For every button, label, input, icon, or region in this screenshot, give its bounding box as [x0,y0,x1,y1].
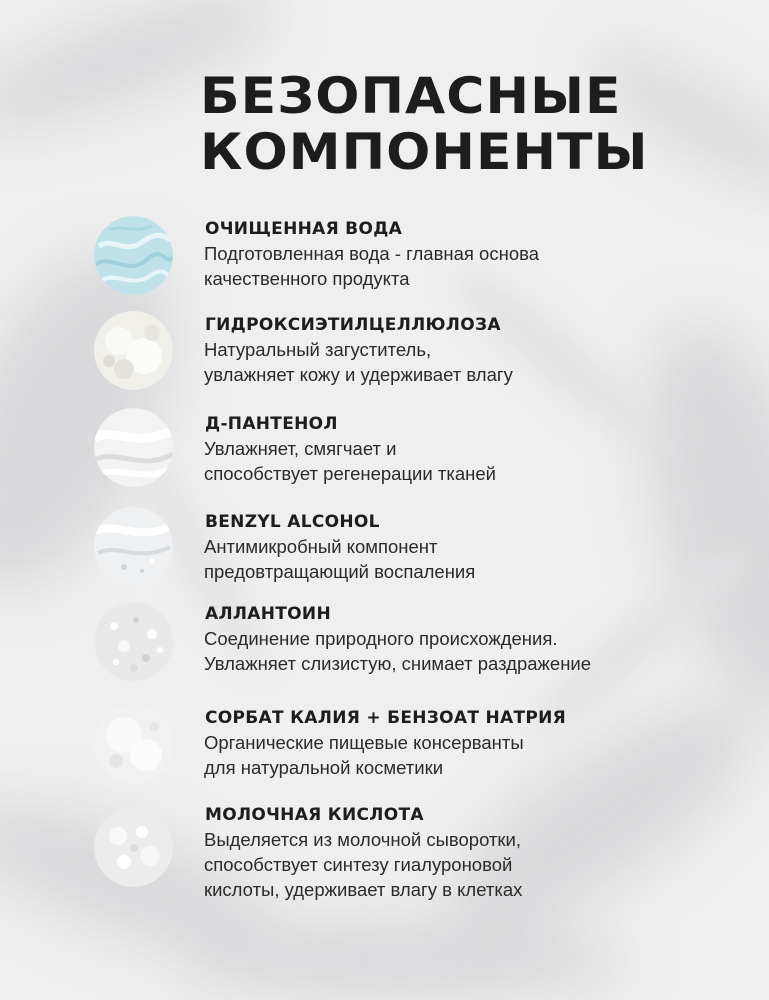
description-line: предовтращающий воспаления [204,561,476,582]
ingredient-name: Д-ПАНТЕНОЛ [205,414,338,434]
ingredient-description [204,827,522,902]
description-line: увлажняет кожу и удерживает влагу [204,364,513,385]
description-line: способствует синтезу гиалуроновой [204,854,513,875]
description-line: для натуральной косметики [204,757,444,778]
ingredient-name: СОРБАТ КАЛИЯ + БЕНЗОАТ НАТРИЯ [205,708,567,728]
description-line: Увлажняет, смягчает и [204,438,397,459]
ingredient-description [204,534,475,584]
description-line: Увлажняет слизистую, снимает раздражение [204,653,592,674]
ingredient-description [204,337,513,387]
description-line: Выделяется из молочной сыворотки, [204,829,521,850]
clear-liquid-swatch-icon [94,808,173,887]
description-line: качественного продукта [204,268,410,289]
ingredient-description [204,730,524,780]
page-title [200,67,649,181]
title-line-1: БЕЗОПАСНЫЕ [200,67,622,125]
ingredient-name: ОЧИЩЕННАЯ ВОДА [205,219,403,239]
description-line: Соединение природного происхождения. [204,628,558,649]
crystal-powder-swatch-icon [94,602,173,681]
ingredient-description [204,626,591,676]
ingredient-description [204,241,539,291]
title-line-2: КОМПОНЕНТЫ [200,123,649,181]
blue-gel-swatch-icon [94,216,173,295]
description-line: Натуральный загуститель, [204,339,432,360]
ingredient-name: ГИДРОКСИЭТИЛЦЕЛЛЮЛОЗА [205,315,501,335]
description-line: Органические пищевые консерванты [204,732,524,753]
ingredient-name: МОЛОЧНАЯ КИСЛОТА [205,805,424,825]
description-line: кислоты, удерживает влагу в клетках [204,879,523,900]
fine-powder-swatch-icon [94,705,173,784]
white-gel-swatch-icon [94,507,173,586]
description-line: способствует регенерации тканей [204,463,496,484]
description-line: Антимикробный компонент [204,536,438,557]
white-cream-swatch-icon [94,408,173,487]
ingredient-name: BENZYL ALCOHOL [205,512,380,532]
white-powder-swatch-icon [94,311,173,390]
ingredient-description [204,436,496,486]
description-line: Подготовленная вода - главная основа [204,243,540,264]
ingredient-name: АЛЛАНТОИН [205,604,331,624]
